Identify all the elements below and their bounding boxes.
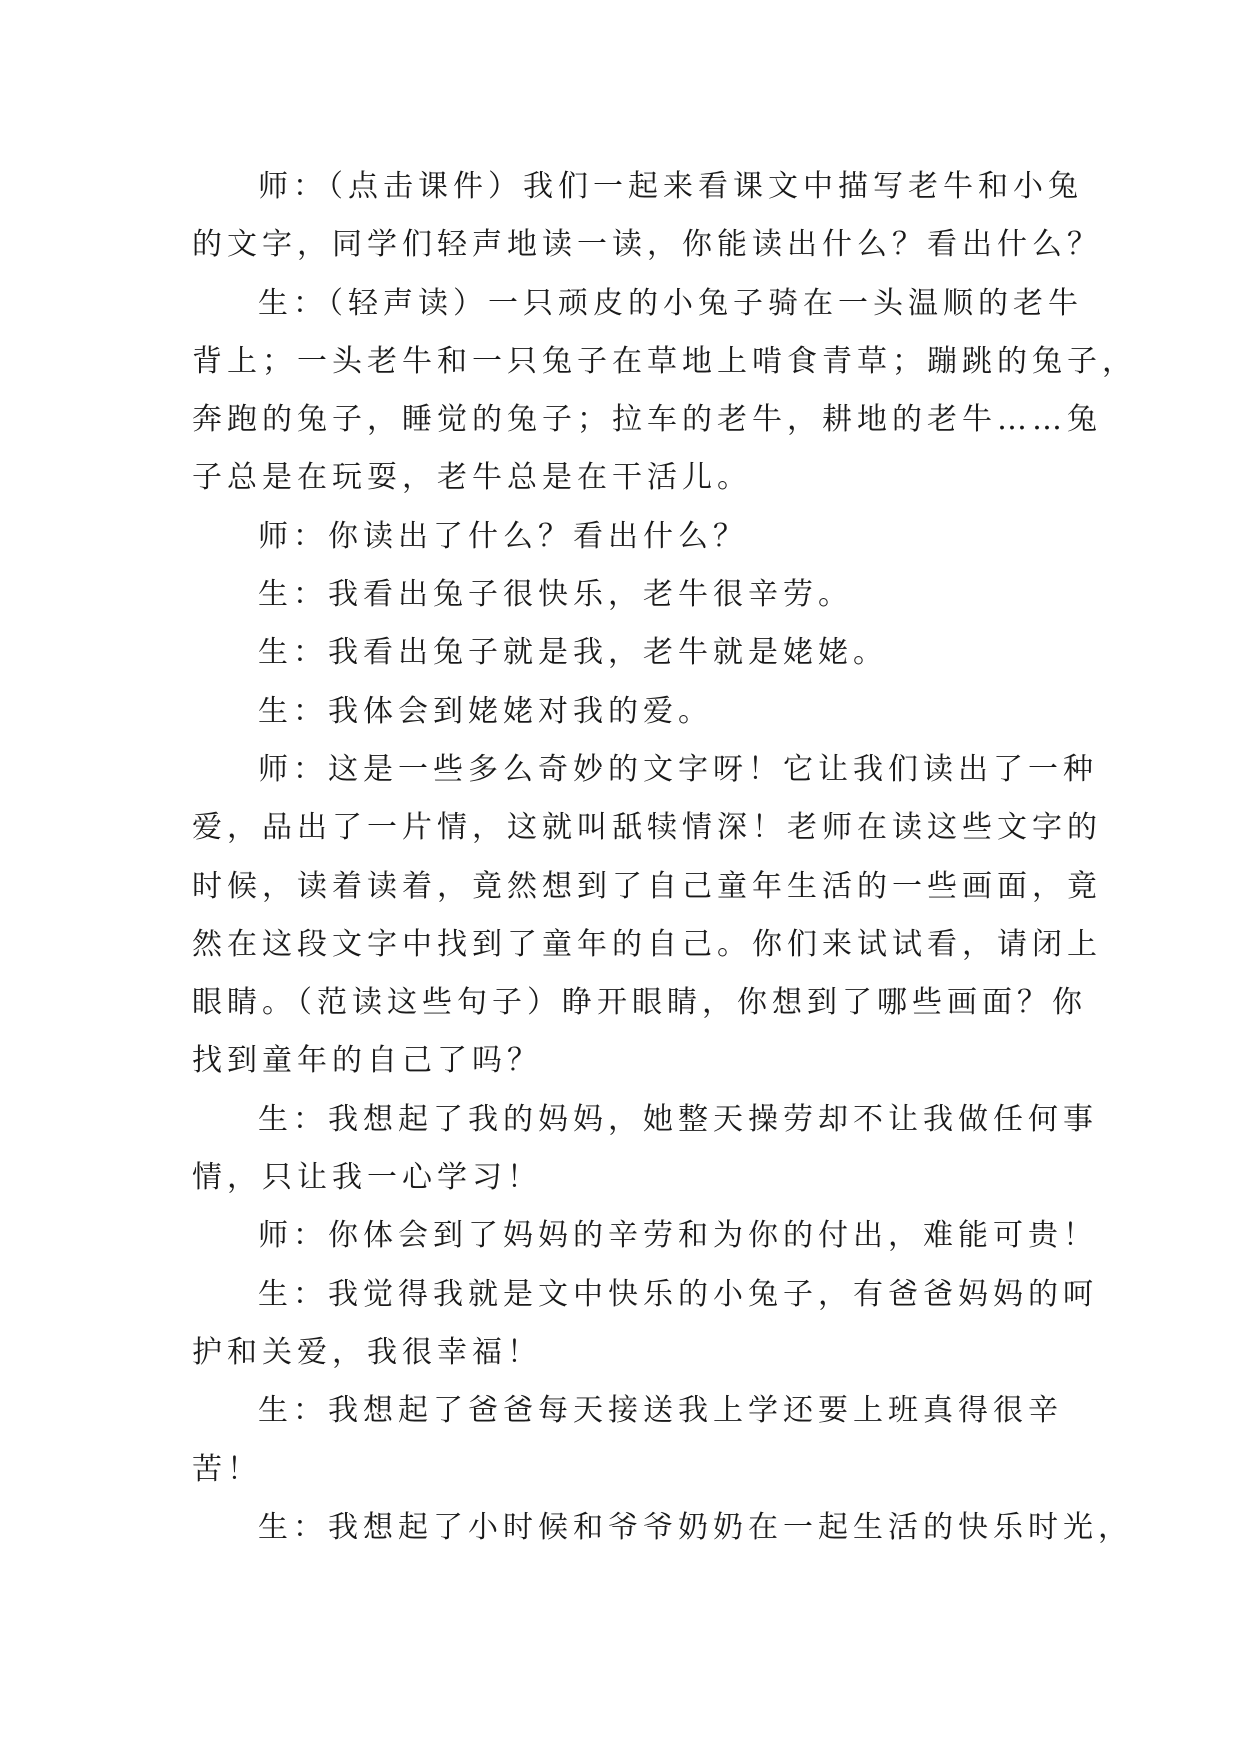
text-line: 生：我觉得我就是文中快乐的小兔子，有爸爸妈妈的呵 (258, 1276, 1098, 1312)
paragraph (192, 741, 1102, 1091)
text-line: 背上；一头老牛和一只兔子在草地上啃食青草；蹦跳的兔子， (192, 343, 1137, 379)
text-line: 师：你体会到了妈妈的辛劳和为你的付出，难能可贵！ (258, 1218, 1098, 1254)
text-line: 生：我体会到姥姥对我的爱。 (258, 693, 713, 729)
text-line: 生：我想起了小时候和爷爷奶奶在一起生活的快乐时光， (258, 1509, 1133, 1545)
text-line: 师：你读出了什么？看出什么？ (258, 518, 748, 554)
paragraph (192, 1499, 1133, 1557)
paragraph (192, 508, 1054, 566)
text-line: 然在这段文字中找到了童年的自己。你们来试试看，请闭上 (192, 926, 1102, 962)
text-line: 师：这是一些多么奇妙的文字呀！它让我们读出了一种 (258, 751, 1098, 787)
text-line: 生：我想起了爸爸每天接送我上学还要上班真得很辛 (258, 1393, 1063, 1429)
paragraph (192, 566, 1054, 624)
paragraph (192, 1266, 1098, 1383)
paragraph (192, 1091, 1098, 1208)
text-line: 生：我看出兔子就是我，老牛就是姥姥。 (258, 635, 888, 671)
text-line: 生：我想起了我的妈妈，她整天操劳却不让我做任何事 (258, 1101, 1098, 1137)
paragraph (192, 624, 1054, 682)
text-line: 情，只让我一心学习！ (192, 1160, 542, 1196)
text-line: 眼睛。（范读这些句子）睁开眼睛，你想到了哪些画面？你 (192, 985, 1087, 1021)
text-line: 奔跑的兔子，睡觉的兔子；拉车的老牛，耕地的老牛……兔 (192, 402, 1102, 438)
paragraph (192, 1382, 1063, 1499)
text-line: 爱，品出了一片情，这就叫舐犊情深！老师在读这些文字的 (192, 810, 1102, 846)
paragraph (192, 275, 1137, 508)
paragraph (192, 158, 1102, 275)
paragraph (192, 1207, 1098, 1265)
document-body (192, 158, 1137, 1557)
text-line: 的文字，同学们轻声地读一读，你能读出什么？看出什么？ (192, 227, 1102, 263)
text-line: 生：我看出兔子很快乐，老牛很辛劳。 (258, 577, 853, 613)
text-line: 苦！ (192, 1451, 262, 1487)
text-line: 子总是在玩耍，老牛总是在干活儿。 (192, 460, 752, 496)
text-line: 生：（轻声读）一只顽皮的小兔子骑在一头温顺的老牛 (258, 285, 1083, 321)
text-line: 时候，读着读着，竟然想到了自己童年生活的一些画面，竟 (192, 868, 1102, 904)
text-line: 护和关爱，我很幸福！ (192, 1334, 542, 1370)
text-line: 师：（点击课件）我们一起来看课文中描写老牛和小兔 (258, 169, 1083, 204)
paragraph (192, 683, 1054, 741)
text-line: 找到童年的自己了吗？ (192, 1043, 542, 1079)
